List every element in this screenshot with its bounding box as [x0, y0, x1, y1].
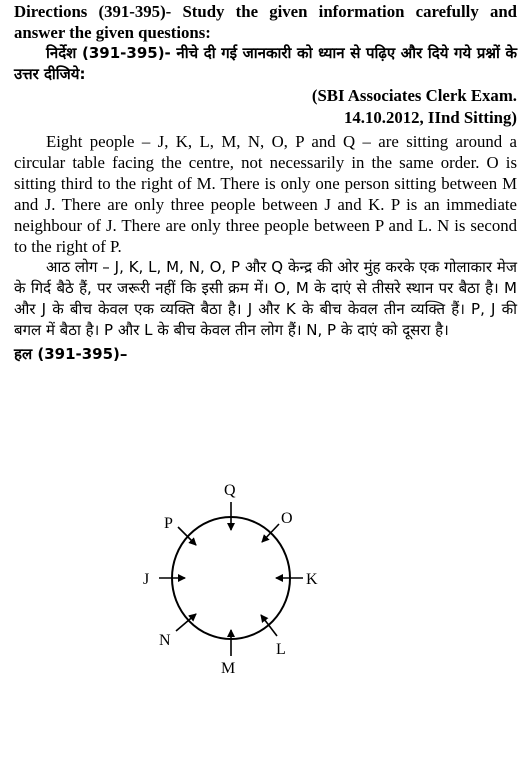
page-content	[14, 0, 517, 365]
seat-label-j: J	[143, 571, 150, 588]
seat-label-m: M	[221, 660, 236, 677]
exam-source-line-1: (SBI Associates Clerk Exam.	[311, 86, 517, 105]
exam-source-line-2: 14.10.2012, IInd Sitting)	[344, 108, 517, 127]
seat-label-q: Q	[224, 482, 236, 499]
seat-label-o: O	[281, 510, 293, 527]
problem-paragraph-english: Eight people – J, K, L, M, N, O, P and Q – are sitting around a circular table facing the centre, not necessarily in the same order. O is sitting third to the right of M. There is only one person sitting between M and J. There are only three people between J and K. P is an immediate neighbour of J. There are only three people between P and L. N is second to the right of P.	[14, 132, 517, 256]
directions-english: Directions (391-395)- Study the given information carefully and answer the given questions:	[14, 2, 517, 42]
seat-label-n: N	[159, 632, 171, 649]
seating-diagram-svg	[0, 470, 531, 690]
directions-hindi: निर्देश (391-395)- नीचे दी गई जानकारी को ध्यान से पढ़िए और दिये गये प्रश्नों के उत्तर दीजिये:	[14, 44, 517, 83]
solution-title-text: हल (391-395)–	[14, 345, 128, 363]
seating-diagram	[0, 470, 531, 690]
solution-title	[14, 343, 517, 365]
seat-label-p: P	[164, 515, 173, 532]
round-table	[172, 517, 290, 639]
arrow-p	[178, 527, 196, 545]
seat-label-l: L	[276, 641, 286, 658]
seat-label-k: K	[306, 571, 318, 588]
problem-paragraph-hindi: आठ लोग – J, K, L, M, N, O, P और Q केन्द्र की ओर मुंह करके एक गोलाकार मेज के गिर्द बैठे हैं, पर जरूरी नहीं कि इसी क्रम में। O, M के दाएं से तीसरे स्थान पर बैठा है। M और J के बीच केवल एक व्यक्ति बैठा है। J और K के बीच केवल तीन व्यक्ति हैं। P, J की बगल में बैठा है। P और L के बीच केवल तीन लोग हैं। N, P के दाएं को दूसरा है।	[14, 258, 517, 339]
